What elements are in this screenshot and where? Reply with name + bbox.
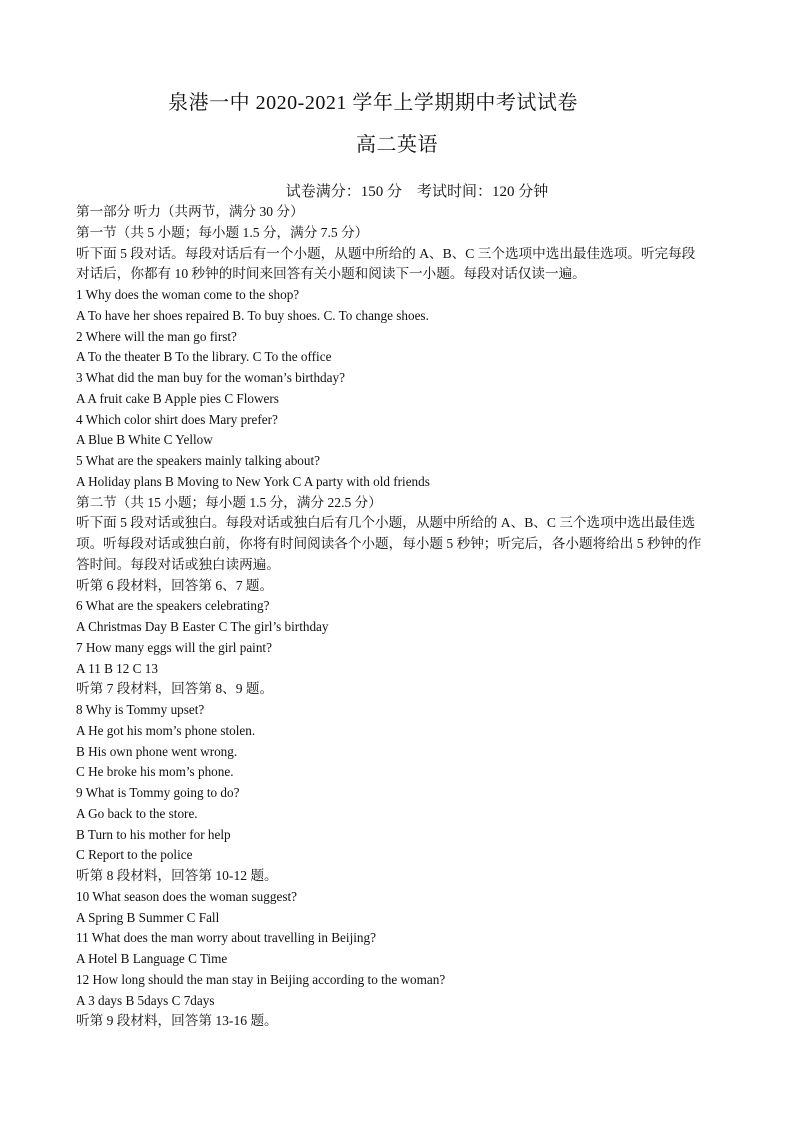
question: 3 What did the man buy for the woman’s birthday? xyxy=(76,370,345,385)
option: B His own phone went wrong. xyxy=(76,743,238,759)
exam-title: 泉港一中 2020-2021 学年上学期期中考试试卷 xyxy=(168,92,578,114)
options: A Holiday plans B Moving to New York C A party with old friends xyxy=(76,473,430,489)
question: 4 Which color shirt does Mary prefer? xyxy=(76,411,278,427)
option: C He broke his mom’s phone. xyxy=(76,764,234,780)
instruction-line: 项。听每段对话或独白前，你将有时间阅读各个小题，每小题 5 秒钟；听完后，各小题将给出 5 秒钟的作 xyxy=(76,536,702,551)
exam-body xyxy=(76,202,726,1032)
options: A Christmas Day B Easter C The girl’s birthday xyxy=(76,619,329,634)
question: 2 Where will the man go first? xyxy=(76,328,237,344)
options: A Blue B White C Yellow xyxy=(76,432,213,448)
question: 12 How long should the man stay in Beijing according to the woman? xyxy=(76,971,446,987)
options: A Hotel B Language C Time xyxy=(76,951,228,966)
options: A Spring B Summer C Fall xyxy=(76,909,220,925)
exam-meta: 试卷满分：150 分 考试时间：120 分钟 xyxy=(285,184,549,200)
subject-title: 高二英语 xyxy=(356,134,438,156)
question: 1 Why does the woman come to the shop? xyxy=(76,287,300,302)
question: 11 What does the man worry about travelling in Beijing? xyxy=(76,930,376,946)
section-heading: 第一部分 听力（共两节，满分 30 分） xyxy=(76,204,304,219)
material-heading: 听第 9 段材料，回答第 13-16 题。 xyxy=(76,1013,278,1029)
question: 6 What are the speakers celebrating? xyxy=(76,598,270,614)
material-heading: 听第 8 段材料，回答第 10-12 题。 xyxy=(76,868,278,883)
instruction-line: 对话后，你都有 10 秒钟的时间来回答有关小题和阅读下一小题。每段对话仅读一遍。 xyxy=(76,266,586,282)
option: B Turn to his mother for help xyxy=(76,826,231,842)
question: 5 What are the speakers mainly talking about? xyxy=(76,453,321,468)
subsection-heading: 第二节（共 15 小题；每小题 1.5 分，满分 22.5 分） xyxy=(76,494,382,510)
material-heading: 听第 6 段材料，回答第 6、7 题。 xyxy=(76,577,274,593)
material-heading: 听第 7 段材料，回答第 8、9 题。 xyxy=(76,681,274,697)
question: 9 What is Tommy going to do? xyxy=(76,785,240,800)
question: 10 What season does the woman suggest? xyxy=(76,888,297,904)
instruction-line: 答时间。每段对话或独白读两遍。 xyxy=(76,556,280,572)
option: C Report to the police xyxy=(76,847,193,863)
question: 7 How many eggs will the girl paint? xyxy=(76,639,272,655)
subsection-heading: 第一节（共 5 小题；每小题 1.5 分，满分 7.5 分） xyxy=(76,224,369,240)
options: A 3 days B 5days C 7days xyxy=(76,992,215,1008)
options: A A fruit cake B Apple pies C Flowers xyxy=(76,390,279,406)
option: A Go back to the store. xyxy=(76,805,198,821)
instruction-line: 听下面 5 段对话或独白。每段对话或独白后有几个小题，从题中所给的 A、B、C 三个选项中选出最佳选 xyxy=(76,515,696,531)
options: A To the theater B To the library. C To the office xyxy=(76,349,332,365)
instruction-line: 听下面 5 段对话。每段对话后有一个小题，从题中所给的 A、B、C 三个选项中选出最佳选项。听完每段 xyxy=(76,245,696,261)
options: A 11 B 12 C 13 xyxy=(76,660,158,676)
options: A To have her shoes repaired B. To buy shoes. C. To change shoes. xyxy=(76,307,429,323)
option: A He got his mom’s phone stolen. xyxy=(76,722,256,738)
question: 8 Why is Tommy upset? xyxy=(76,702,205,717)
